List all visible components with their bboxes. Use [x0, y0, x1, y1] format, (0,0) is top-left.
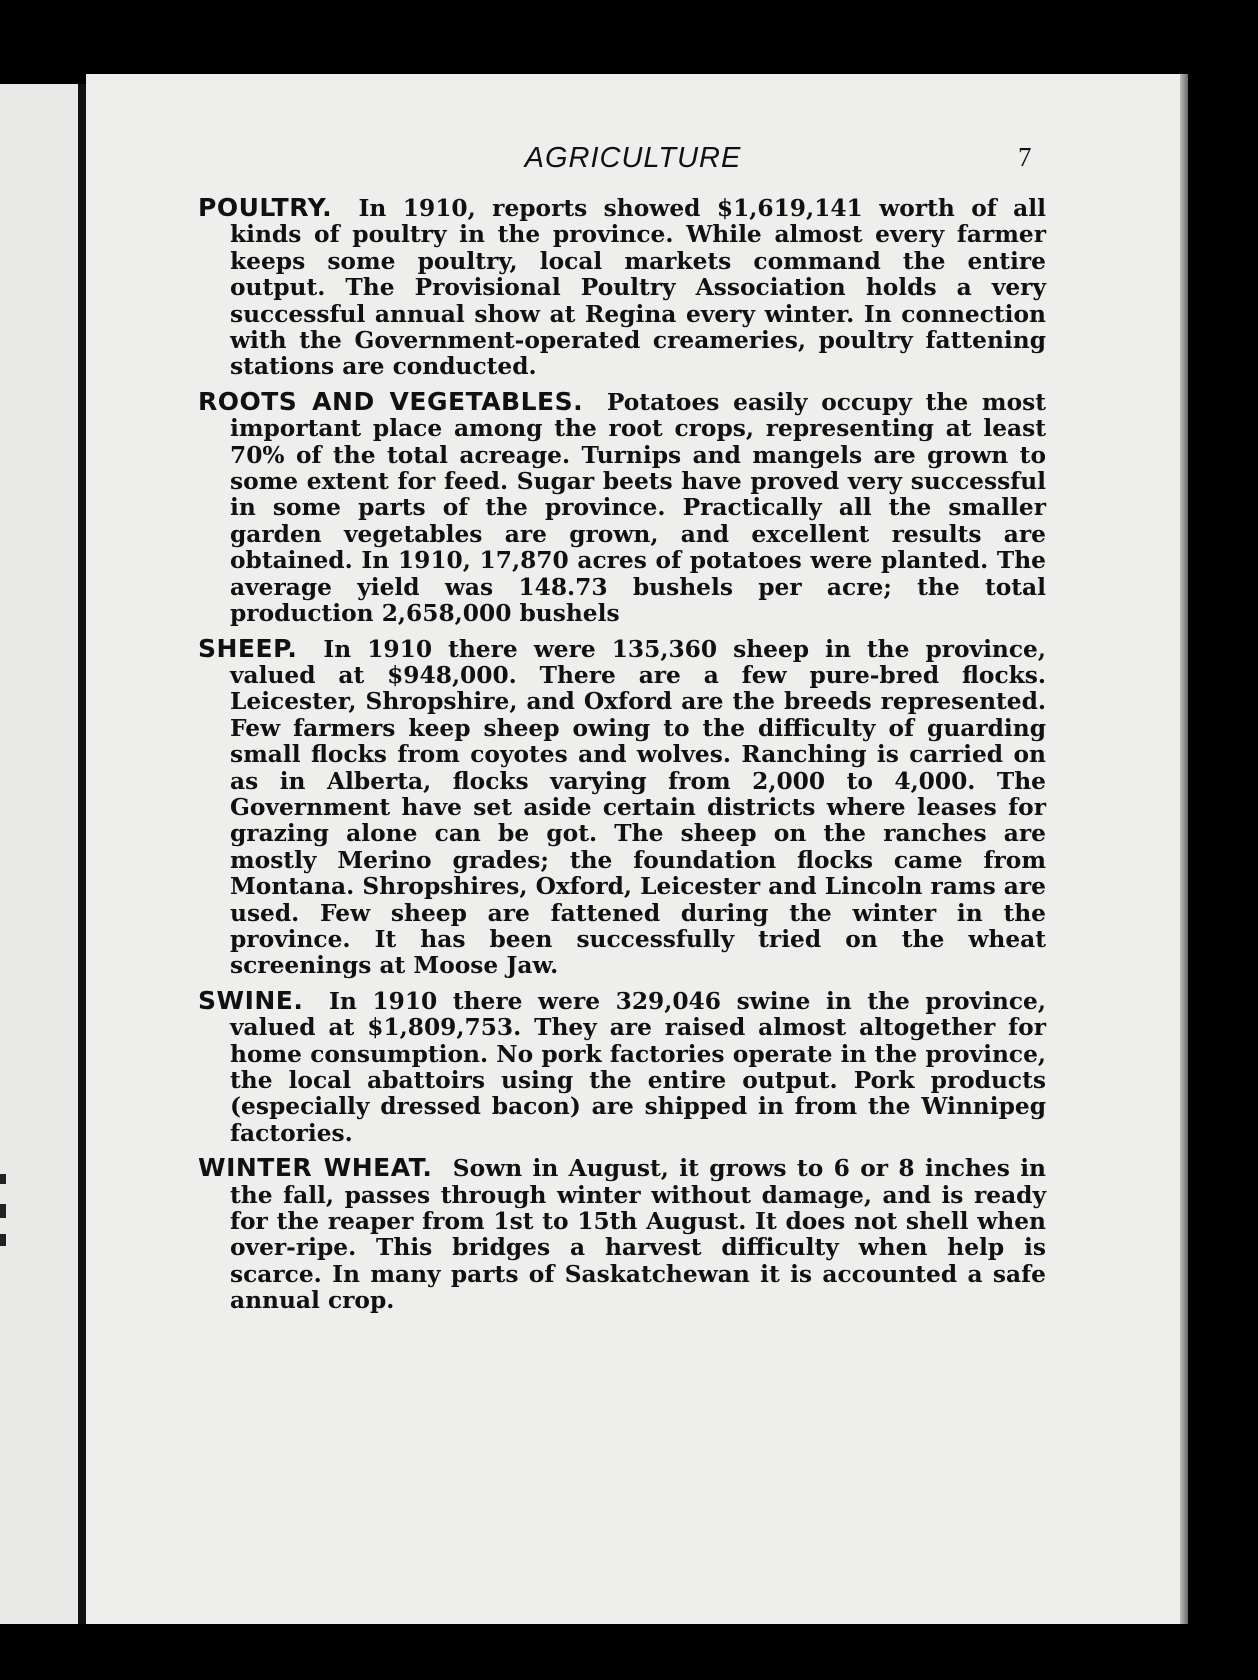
entry-title: POULTRY. [198, 193, 333, 222]
previous-page-edge [0, 84, 78, 1624]
scan-border-top [0, 0, 1258, 84]
entry-poultry [198, 195, 1046, 381]
entry-title: WINTER WHEAT. [198, 1153, 433, 1183]
edge-mark [0, 1234, 6, 1246]
entry-sheep [198, 633, 1046, 980]
edge-mark [0, 1174, 6, 1184]
entry-winter-wheat [198, 1155, 1046, 1314]
scan-border-bottom [0, 1624, 1258, 1680]
entry-title: SWINE. [198, 985, 304, 1015]
entry-roots-and-vegetables [198, 386, 1046, 628]
page-header [86, 142, 1180, 182]
running-head: AGRICULTURE [524, 142, 742, 174]
entry-text: In 1910, reports showed $1,619,141 worth of all kinds of poultry in the province. While almost every farmer keeps some poultry, local markets command the entire output. The Provisional Poultry Association holds a very successful annual show at Regina every winter. In connection with the Government-operated creameries, poultry fattening stations are conducted. [230, 195, 1046, 381]
page-body [198, 195, 1046, 1323]
page-number: 7 [1018, 142, 1032, 172]
entry-text: In 1910 there were 329,046 swine in the province, valued at $1,809,753. They are raised almost altogether for home consumption. No pork factories operate in the province, the local abattoirs using the entire output. Pork products (especially dressed bacon) are shipped in from the Winnipeg factories. [230, 987, 1046, 1147]
entry-text: Potatoes easily occupy the most important place among the root crops, representing at least 70% of the total acreage. Turnips and mangels are grown to some extent for feed. Sugar beets have proved very successful in some parts of the province. Practically all the smaller garden vegetables are grown, and excellent results are obtained. In 1910, 17,870 acres of potatoes were planted. The average yield was 148.73 bushels per acre; the total production 2,658,000 bushels [230, 388, 1046, 628]
entry-swine [198, 985, 1046, 1147]
page-right-edge [1180, 74, 1188, 1624]
entry-text: In 1910 there were 135,360 sheep in the province, valued at $948,000. There are a few pure-bred flocks. Leicester, Shropshire, and Oxford are the breeds represented. Few farmers keep sheep owing to the difficulty of guarding small flocks from coyotes and wolves. Ranching is carried on as in Alberta, flocks varying from 2,000 to 4,000. The Government have set aside certain districts where leases for grazing alone can be got. The sheep on the ranches are mostly Merino grades; the foundation flocks came from Montana. Shropshires, Oxford, Leicester and Lincoln rams are used. Few sheep are fattened during the winter in the province. It has been successfully tried on the wheat screenings at Moose Jaw. [230, 635, 1046, 980]
entry-text: Sown in August, it grows to 6 or 8 inches in the fall, passes through winter without damage, and is ready for the reaper from 1st to 15th August. It does not shell when over-ripe. This bridges a harvest difficulty when help is scarce. In many parts of Saskatchewan it is accounted a safe annual crop. [230, 1155, 1046, 1315]
edge-mark [0, 1204, 6, 1218]
book-binding-line [78, 84, 86, 1624]
entry-title: ROOTS AND VEGETABLES. [198, 386, 584, 416]
entry-title: SHEEP. [198, 633, 298, 663]
